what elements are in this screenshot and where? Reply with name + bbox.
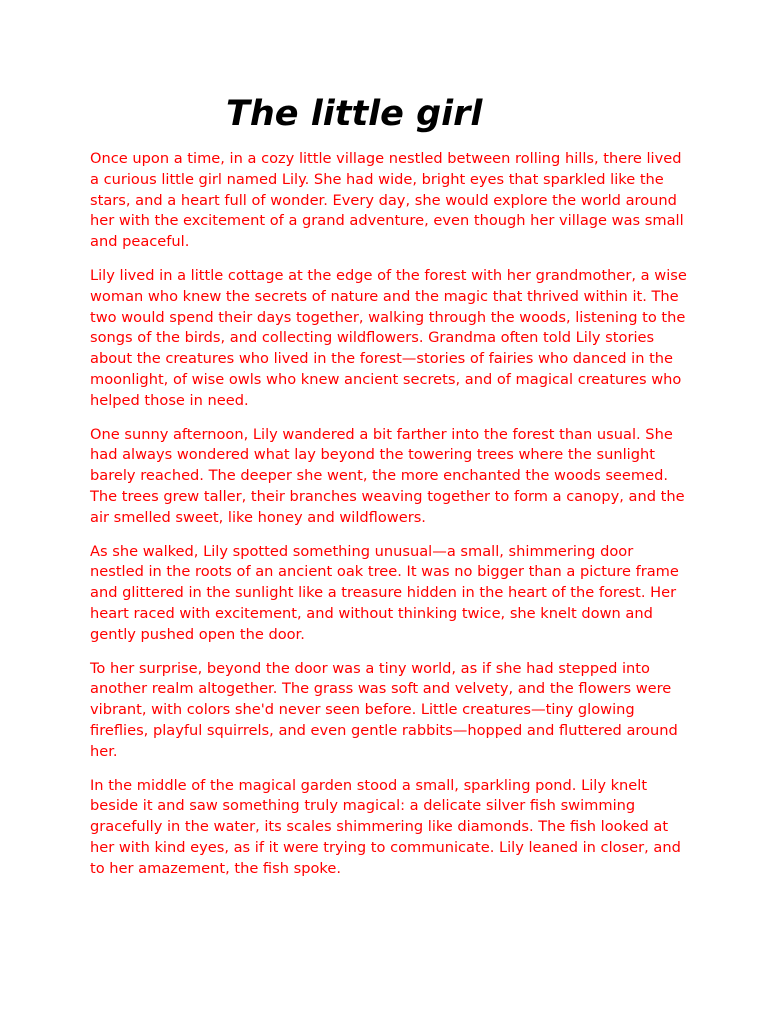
paragraph-2: Lily lived in a little cottage at the edge of the forest with her grandmother, a wise woman who knew the secrets of nature and the magic that thrived within it. The two would spend their days together, walking through the woods, listening to the songs of the birds, and collecting wildflowers. Grandma often told Lily stories about the creatures who lived in the forest—stories of fairies who danced in the moonlight, of wise owls who knew ancient secrets, and of magical creatures who helped those in need.	[90, 266, 687, 409]
document-title: The little girl	[226, 94, 483, 134]
paragraph-4: As she walked, Lily spotted something unusual—a small, shimmering door nestled in the roots of an ancient oak tree. It was no bigger than a picture frame and glittered in the sunlight like a treasure hidden in the heart of the forest. Her heart raced with excitement, and without thinking twice, she knelt down and gently pushed open the door.	[90, 542, 679, 643]
story-body	[90, 149, 690, 893]
paragraph-3: One sunny afternoon, Lily wandered a bit farther into the forest than usual. She had always wondered what lay beyond the towering trees where the sunlight barely reached. The deeper she went, the more enchanted the woods seemed. The trees grew taller, their branches weaving together to form a canopy, and the air smelled sweet, like honey and wildflowers.	[90, 425, 685, 526]
paragraph-5: To her surprise, beyond the door was a tiny world, as if she had stepped into another realm altogether. The grass was soft and velvety, and the flowers were vibrant, with colors she'd never seen before. Little creatures—tiny glowing fireflies, playful squirrels, and even gentle rabbits—hopped and fluttered around her.	[90, 659, 678, 760]
paragraph-6: In the middle of the magical garden stood a small, sparkling pond. Lily knelt beside it and saw something truly magical: a delicate silver fish swimming gracefully in the water, its scales shimmering like diamonds. The fish looked at her with kind eyes, as if it were trying to communicate. Lily leaned in closer, and to her amazement, the fish spoke.	[90, 776, 681, 877]
paragraph-1: Once upon a time, in a cozy little village nestled between rolling hills, there lived a curious little girl named Lily. She had wide, bright eyes that sparkled like the stars, and a heart full of wonder. Every day, she would explore the world around her with the excitement of a grand adventure, even though her village was small and peaceful.	[90, 150, 684, 251]
